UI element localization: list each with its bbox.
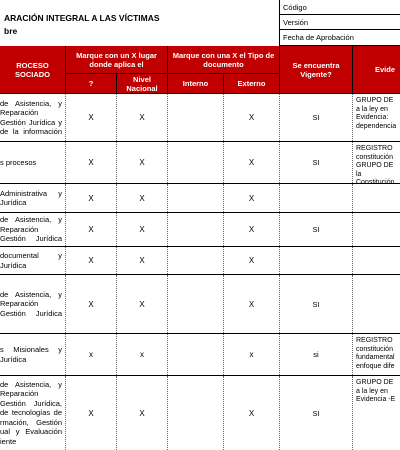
row-mark-lugar: X — [88, 158, 94, 167]
row-mark-nivel-nacional: X — [139, 158, 145, 167]
row-mark-lugar: X — [88, 225, 94, 234]
row-mark-nivel-nacional: X — [139, 193, 145, 203]
row-proceso: Administrativa y Jurídica — [0, 188, 62, 207]
row-mark-lugar: X — [88, 193, 94, 203]
table-row — [0, 247, 400, 275]
header-nivel-nacional: Nivel Nacional — [117, 74, 168, 94]
row-mark-externo: X — [248, 158, 255, 167]
header-evidencia: Evide — [353, 46, 400, 94]
header-vigente: Se encuentra Vigente? — [280, 46, 353, 94]
table-row — [0, 213, 400, 247]
row-mark-lugar: X — [88, 408, 94, 418]
header-proceso: ROCESO SOCIADO — [0, 46, 66, 94]
row-mark-nivel-nacional: X — [139, 113, 145, 122]
row-mark-externo: X — [248, 408, 255, 418]
row-proceso: s procesos — [0, 157, 37, 167]
row-mark-externo: X — [248, 256, 255, 265]
row-mark-nivel-nacional: X — [139, 256, 145, 265]
row-mark-externo: x — [249, 350, 254, 359]
meta-fecha-aprobacion: Fecha de Aprobación — [280, 30, 400, 46]
document-subtitle: bre — [4, 26, 18, 36]
table-row — [0, 275, 400, 334]
row-proceso: de Asistencia, y Reparación Gestión Jurídica y de la información — [0, 98, 62, 136]
header-lugar: Marque con un X lugar donde aplica el — [66, 46, 168, 74]
row-proceso: de Asistencia, y Reparación Gestión Jurídica, de tecnologías de rmación, Gestión ual y Evaluación iente — [0, 379, 62, 446]
row-vigente: si — [313, 350, 319, 359]
row-vigente: SI — [312, 299, 320, 309]
row-proceso: de Asistencia, y Reparación Gestión Jurídica — [0, 215, 62, 244]
document-title: ARACIÓN INTEGRAL A LAS VÍCTIMAS — [4, 13, 160, 23]
table-row — [0, 142, 400, 184]
row-proceso: documental y Jurídica — [0, 251, 62, 270]
row-evidencia: GRUPO DE a la ley en Evidencia -E — [356, 379, 396, 403]
row-vigente: SI — [312, 408, 320, 418]
header-tipo-documento: Marque con una X el Tipo de documento — [168, 46, 280, 74]
row-mark-externo: X — [248, 299, 255, 309]
meta-version: Versión — [280, 15, 400, 30]
row-mark-nivel-nacional: X — [139, 225, 145, 234]
row-evidencia: GRUPO DE a la ley en Evidencia: dependencia — [356, 97, 397, 130]
row-vigente: SI — [312, 225, 320, 234]
row-mark-lugar: X — [88, 113, 94, 122]
row-mark-externo: X — [248, 193, 255, 203]
meta-codigo: Código — [280, 0, 400, 15]
table-row — [0, 334, 400, 376]
table-header — [0, 46, 400, 94]
table-row — [0, 94, 400, 142]
row-mark-externo: X — [248, 225, 255, 234]
table-row — [0, 376, 400, 450]
header-interno: Interno — [168, 74, 224, 94]
row-mark-externo: X — [248, 113, 255, 122]
header-externo: Externo — [224, 74, 280, 94]
row-vigente: SI — [312, 113, 320, 122]
row-evidencia: REGISTRO constitución fundamental enfoque dife — [356, 337, 395, 370]
row-proceso: de Asistencia, y Reparación Gestión Jurídica — [0, 289, 62, 318]
row-vigente: SI — [312, 158, 320, 167]
row-mark-nivel-nacional: X — [139, 299, 145, 309]
document-title-block — [0, 0, 280, 47]
row-mark-nivel-nacional: x — [140, 350, 144, 359]
row-proceso: s Misionales y Jurídica — [0, 345, 62, 364]
row-mark-lugar: X — [88, 256, 94, 265]
row-mark-nivel-nacional: X — [139, 408, 145, 418]
table-row — [0, 184, 400, 213]
row-evidencia: REGISTRO constitución GRUPO DE la Constitución — [356, 145, 395, 183]
row-mark-lugar: x — [89, 350, 93, 359]
header-lugar-sub1: ? — [66, 74, 117, 94]
row-mark-lugar: X — [88, 299, 94, 309]
